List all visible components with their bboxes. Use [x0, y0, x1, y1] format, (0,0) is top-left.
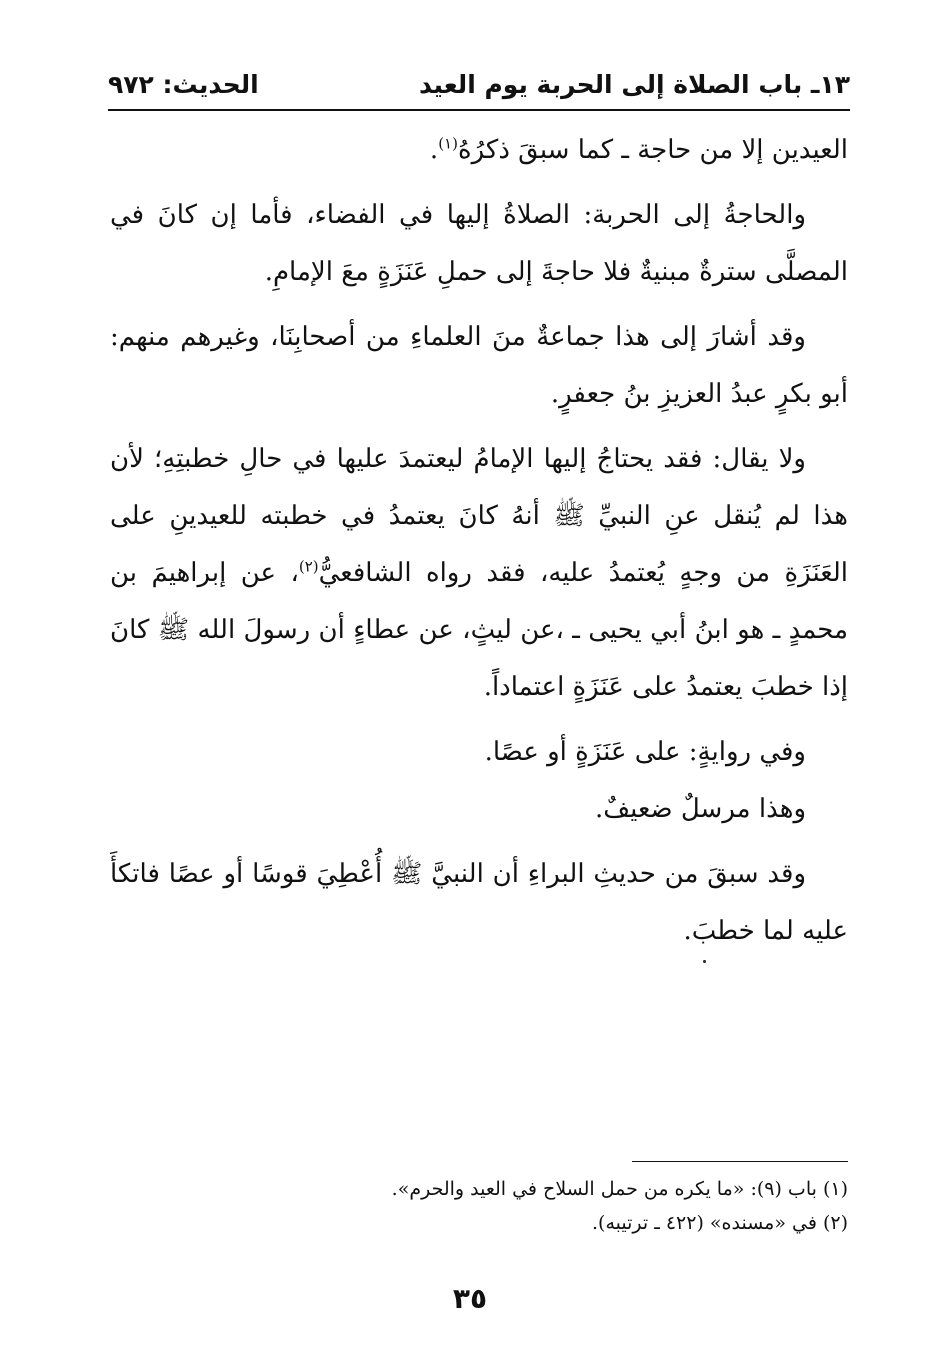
paragraph: وقد سبقَ من حديثِ البراءِ أن النبيَّ ﷺ أُعْطِيَ قوسًا أو عصًا فاتكأَ عليه لما خطبَ. [110, 859, 848, 946]
paragraph: والحاجةُ إلى الحربة: الصلاةُ إليها في الفضاء، فأما إن كانَ في المصلَّى سترةٌ مبنيةٌ فلا حاجةَ إلى حملِ عَنَزَةٍ معَ الإمامِ. [110, 200, 848, 287]
chapter-title: ١٣ـ باب الصلاة إلى الحربة يوم العيد [419, 70, 850, 99]
paragraph-continuation [110, 122, 848, 179]
print-speck [703, 960, 706, 963]
footnote-reference: (١) [438, 134, 458, 153]
footnote-item: (١) باب (٩): «ما يكره من حمل السلاح في العيد والحرم». [391, 1178, 848, 1200]
trailing-period: . [429, 135, 439, 165]
header-divider [108, 109, 850, 111]
paragraph-with-footnote [110, 431, 848, 716]
hadith-number-label: الحديث: ٩٧٢ [108, 70, 259, 99]
paragraph: وفي روايةٍ: على عَنَزَةٍ أو عصًا. [484, 737, 806, 767]
footnotes [110, 1172, 848, 1240]
page-number: ٣٥ [452, 1282, 488, 1315]
paragraph: وقد أشارَ إلى هذا جماعةٌ منَ العلماءِ من أصحابِنَا، وغيرهم منهم: أبو بكرٍ عبدُ العزيزِ بنُ جعفرٍ. [110, 322, 848, 409]
footnote-reference: (٢) [298, 557, 319, 576]
paragraph-text: ، عن إبراهيمَ بن محمدٍ ـ هو ابنُ أبي يحيى ـ ،عن ليثٍ، عن عطاءٍ أن رسولَ الله ﷺ كانَ إذا خطبَ يعتمدُ على عَنَزَةٍ اعتماداً. [110, 558, 848, 702]
paragraph: وهذا مرسلٌ ضعيفٌ. [594, 794, 806, 824]
footnote-item: (٢) في «مسنده» (٤٢٢ ـ ترتيبه). [592, 1212, 848, 1234]
paragraph-text: العيدين إلا من حاجة ـ كما سبقَ ذكرُهُ [457, 135, 848, 165]
paragraph-text: ولا يقال: فقد يحتاجُ إليها الإمامُ ليعتمدَ عليها في حالِ خطبتِهِ؛ لأن هذا لم يُنقل عنِ النبيِّ ﷺ أنهُ كانَ يعتمدُ في خطبته للعيدينِ على العَنَزَةِ من وجهٍ يُعتمدُ عليه، فقد رواه الشافعيُّ [110, 444, 848, 588]
main-text [110, 122, 848, 968]
footnote-divider [632, 1161, 848, 1162]
running-header [108, 66, 850, 106]
